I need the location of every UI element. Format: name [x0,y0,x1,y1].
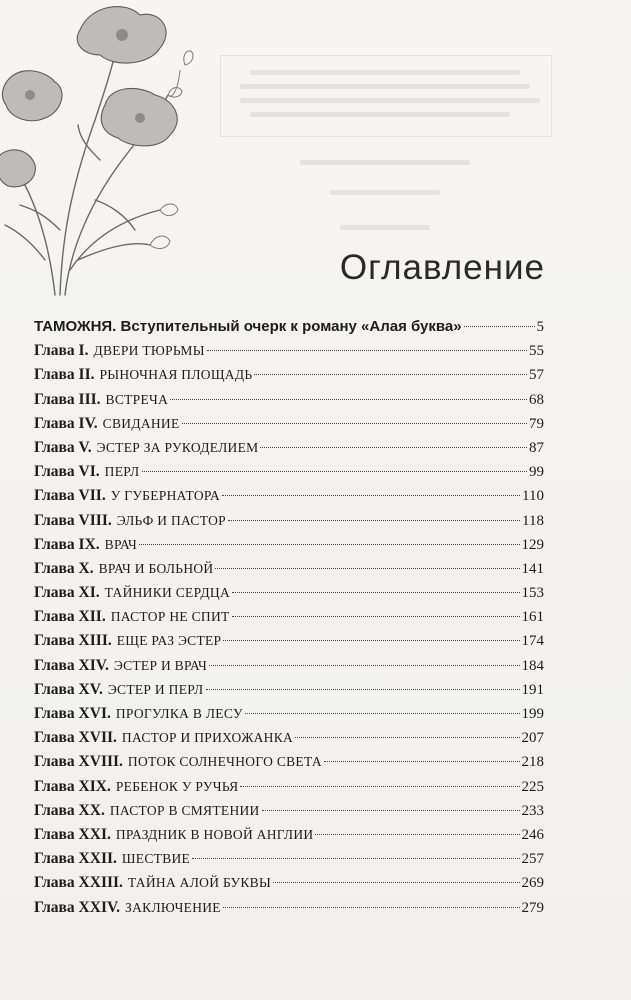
toc-page-number: 207 [521,730,544,747]
chapter-label: Глава X. [34,559,94,577]
chapter-label: Глава XIX. [34,777,111,795]
dot-leader [464,326,535,327]
dot-leader [324,761,520,762]
toc-page-number: 110 [522,488,544,505]
dot-leader [273,882,519,883]
dot-leader [245,713,520,714]
chapter-label: Глава XVII. [34,729,117,747]
chapter-title: ПОТОК СОЛНЕЧНОГО СВЕТА [127,754,322,770]
toc-chapter-entry [34,899,544,923]
toc-chapter-entry [34,802,544,826]
chapter-label: Глава XV. [34,680,103,698]
chapter-label: Глава XI. [34,584,100,602]
toc-chapter-entry [34,463,544,487]
toc-page-number: 279 [521,899,544,916]
chapter-label: Глава XIV. [34,656,109,674]
toc-page-number: 161 [521,609,544,626]
toc-page-number: 79 [529,415,544,432]
toc-page-number: 257 [521,851,544,868]
bleed-through-line [240,84,530,89]
dot-leader [139,544,519,545]
chapter-title: ЭЛЬФ И ПАСТОР [116,512,226,528]
bleed-through-line [300,160,470,165]
toc-chapter-entry [34,826,544,850]
toc-chapter-entry [34,850,544,874]
bleed-through-box [220,55,552,137]
toc-chapter-entry [34,536,544,560]
toc-page-number: 5 [536,319,544,335]
toc-chapter-entry [34,608,544,632]
poppy-flowers-illustration [0,0,240,300]
toc-page-number: 218 [521,754,544,771]
chapter-title: ПАСТОР И ПРИХОЖАНКА [121,730,294,746]
chapter-title: ПАСТОР НЕ СПИТ [110,609,230,625]
toc-chapter-entry [34,560,544,584]
chapter-label: Глава XXIV. [34,898,121,916]
dot-leader [295,737,519,738]
dot-leader [232,592,519,593]
table-of-contents [34,318,544,923]
chapter-label: Глава XXII. [34,850,117,868]
chapter-label: Глава XIII. [34,632,112,650]
chapter-title: ВСТРЕЧА [105,391,169,407]
chapter-label: Глава IX. [34,535,100,553]
chapter-label: Глава VII. [34,487,106,505]
toc-chapter-entry [34,705,544,729]
chapter-label: Глава IV. [34,414,98,432]
chapter-title: ПРОГУЛКА В ЛЕСУ [115,706,243,721]
toc-page-number: 191 [521,681,544,698]
chapter-title: ЗАКЛЮЧЕНИЕ [125,899,221,915]
chapter-label: Глава XXI. [34,825,111,843]
toc-page-number: 99 [529,464,544,481]
toc-page-number: 174 [521,633,544,650]
bleed-through-line [340,225,430,230]
toc-chapter-entry [34,753,544,777]
dot-leader [262,810,520,811]
dot-leader [209,665,519,666]
chapter-label: Глава III. [34,390,101,408]
toc-page-number: 118 [522,512,544,529]
bleed-through-line [250,112,510,117]
toc-page-number: 199 [521,706,544,722]
toc-chapter-entry [34,342,544,366]
dot-leader [260,447,527,448]
chapter-label: Глава XX. [34,801,105,819]
toc-page-number: 55 [529,343,544,360]
bleed-through-line [330,190,440,195]
dot-leader [222,495,520,496]
chapter-label: Глава VIII. [34,511,112,529]
dot-leader [182,423,527,424]
chapter-label: Глава V. [34,438,92,456]
chapter-title: У ГУБЕРНАТОРА [110,488,221,504]
toc-title: Оглавление [339,248,545,287]
dot-leader [315,834,519,835]
toc-chapter-entry [34,366,544,390]
chapter-title: ПРАЗДНИК В НОВОЙ АНГЛИИ [115,826,314,842]
toc-page-number: 153 [521,585,544,602]
toc-page-number: 225 [521,778,544,795]
dot-leader [192,858,519,859]
chapter-title: ДВЕРИ ТЮРЬМЫ [93,343,205,359]
dot-leader [228,520,520,521]
dot-leader [206,689,520,690]
toc-chapter-entry [34,681,544,705]
dot-leader [232,616,520,617]
chapter-title: РЕБЕНОК У РУЧЬЯ [115,778,239,794]
toc-intro-entry [34,318,544,342]
toc-page-number: 184 [521,657,544,674]
chapter-title: ШЕСТВИЕ [121,851,191,867]
bleed-through-line [240,98,540,103]
toc-chapter-entry [34,439,544,463]
chapter-title: ТАЙНИКИ СЕРДЦА [104,585,231,601]
toc-page-number: 269 [521,875,544,892]
toc-chapter-entry [34,512,544,536]
chapter-label: Глава XXIII. [34,874,123,892]
toc-chapter-entry [34,584,544,608]
toc-page-number: 57 [529,367,544,384]
chapter-title: ЭСТЕР И ПЕРЛ [107,681,204,697]
dot-leader [215,568,519,569]
toc-chapter-entry [34,657,544,681]
chapter-title: ПЕРЛ [104,464,140,480]
chapter-label: Глава I. [34,342,89,360]
dot-leader [170,399,527,400]
chapter-label: Глава XVI. [34,705,111,722]
chapter-label: Глава XVIII. [34,753,123,771]
chapter-title: ЕЩЕ РАЗ ЭСТЕР [116,633,222,649]
chapter-title: ПАСТОР В СМЯТЕНИИ [109,802,260,818]
toc-chapter-entry [34,487,544,511]
toc-chapter-entry [34,391,544,415]
dot-leader [142,471,527,472]
toc-page-number: 246 [521,826,544,843]
chapter-title: РЫНОЧНАЯ ПЛОЩАДЬ [99,367,253,383]
dot-leader [207,350,527,351]
toc-chapter-entry [34,874,544,898]
toc-page-number: 233 [521,802,544,819]
chapter-title: ЭСТЕР ЗА РУКОДЕЛИЕМ [96,439,259,455]
dot-leader [254,374,527,375]
chapter-title: СВИДАНИЕ [102,415,180,431]
chapter-label: Глава VI. [34,463,100,481]
toc-chapter-entry [34,729,544,753]
bleed-through-line [250,70,520,75]
toc-page-number: 87 [529,439,544,456]
toc-chapter-entry [34,632,544,656]
toc-chapter-entry [34,778,544,802]
toc-chapter-entry [34,415,544,439]
chapter-title: ВРАЧ [104,536,138,552]
chapter-title: ТАЙНА АЛОЙ БУКВЫ [127,875,272,891]
chapter-title: ВРАЧ И БОЛЬНОЙ [98,560,214,576]
dot-leader [223,640,519,641]
toc-page-number: 68 [529,391,544,408]
toc-page-number: 129 [521,536,544,553]
toc-intro-label: ТАМОЖНЯ. Вступительный очерк к роману «Алая буква» [34,318,462,335]
dot-leader [223,907,520,908]
chapter-label: Глава II. [34,366,95,384]
toc-page-number: 141 [521,560,544,577]
dot-leader [240,786,519,787]
chapter-title: ЭСТЕР И ВРАЧ [113,657,208,673]
chapter-label: Глава XII. [34,608,106,626]
